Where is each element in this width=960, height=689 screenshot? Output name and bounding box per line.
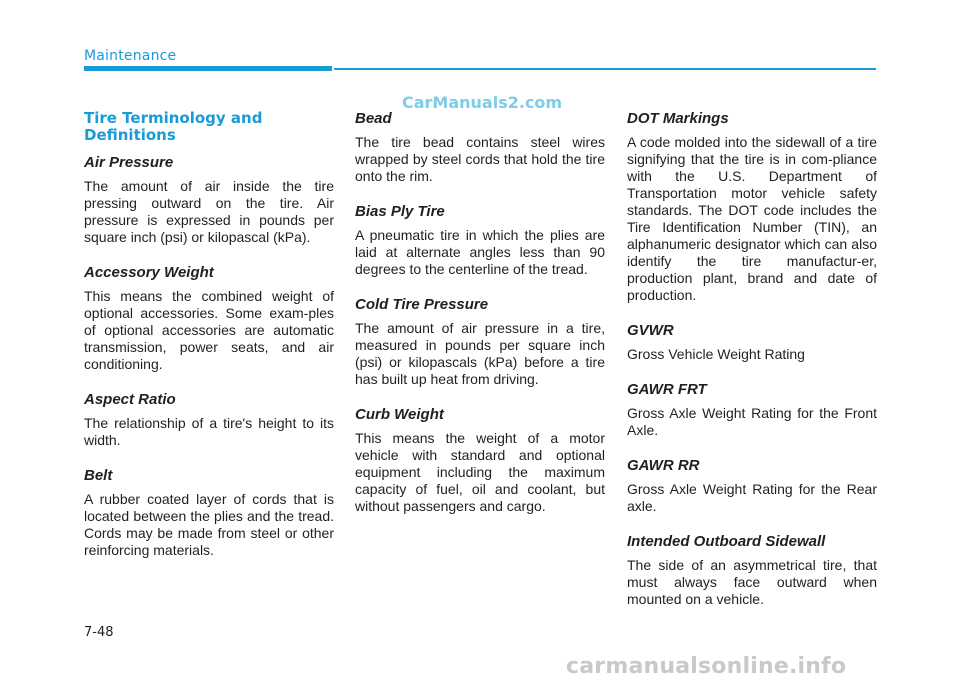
term-heading: DOT Markings xyxy=(627,110,729,127)
term-heading: GAWR FRT xyxy=(627,381,707,398)
term-heading: Accessory Weight xyxy=(84,264,214,281)
header-rule-thin xyxy=(334,68,876,70)
term-heading: GAWR RR xyxy=(627,457,700,474)
term-definition: The amount of air pressure in a tire, measured in pounds per square inch (psi) or kilopascals (kPa) before a tire has built up heat from driving. xyxy=(355,320,605,387)
header-rule-thick xyxy=(84,66,332,71)
section-header-title: Maintenance xyxy=(84,48,177,64)
term-definition: The amount of air inside the tire pressing outward on the tire. Air pressure is expressed in pounds per square inch (psi) or kilopascal (kPa). xyxy=(84,178,334,245)
term-definition: A rubber coated layer of cords that is located between the plies and the tread. Cords may be made from steel or other reinforcing materials. xyxy=(84,491,334,558)
term-definition: This means the combined weight of optional accessories. Some exam-ples of optional accessories are automatic transmission, power seats, and air conditioning. xyxy=(84,288,334,372)
term-heading: GVWR xyxy=(627,322,674,339)
term-definition: Gross Vehicle Weight Rating xyxy=(627,346,805,362)
term-definition: This means the weight of a motor vehicle with standard and optional equipment including the maximum capacity of fuel, oil and coolant, but without passengers and cargo. xyxy=(355,430,605,514)
term-heading: Belt xyxy=(84,467,113,484)
term-definition: The side of an asymmetrical tire, that must always face outward when mounted on a vehicle. xyxy=(627,557,877,607)
section-title: Tire Terminology and Definitions xyxy=(84,109,263,144)
term-heading: Air Pressure xyxy=(84,154,174,171)
column-3 xyxy=(627,110,877,626)
watermark-bottom: carmanualsonline.info xyxy=(566,654,847,679)
column-2 xyxy=(355,110,605,533)
term-heading: Aspect Ratio xyxy=(84,391,176,408)
column-1 xyxy=(84,110,334,577)
term-definition: The relationship of a tire's height to its width. xyxy=(84,415,334,448)
term-heading: Curb Weight xyxy=(355,406,444,423)
page-number: 7-48 xyxy=(84,625,114,640)
term-definition: Gross Axle Weight Rating for the Front Axle. xyxy=(627,405,877,438)
term-definition: Gross Axle Weight Rating for the Rear axle. xyxy=(627,481,877,514)
term-definition: A code molded into the sidewall of a tire signifying that the tire is in com-pliance with the U.S. Department of Transportation motor vehicle safety standards. The DOT code includes the Tire Identification Number (TIN), an alphanumeric designator which can also identify the tire manufactur-er, production plant, brand and date of production. xyxy=(627,134,877,303)
term-heading: Intended Outboard Sidewall xyxy=(627,533,826,550)
term-heading: Cold Tire Pressure xyxy=(355,296,489,313)
watermark-top: CarManuals2.com xyxy=(402,93,563,112)
term-definition: The tire bead contains steel wires wrapped by steel cords that hold the tire onto the rim. xyxy=(355,134,605,184)
term-heading: Bias Ply Tire xyxy=(355,203,445,220)
term-heading: Bead xyxy=(355,110,392,127)
term-definition: A pneumatic tire in which the plies are laid at alternate angles less than 90 degrees to the centerline of the tread. xyxy=(355,227,605,277)
